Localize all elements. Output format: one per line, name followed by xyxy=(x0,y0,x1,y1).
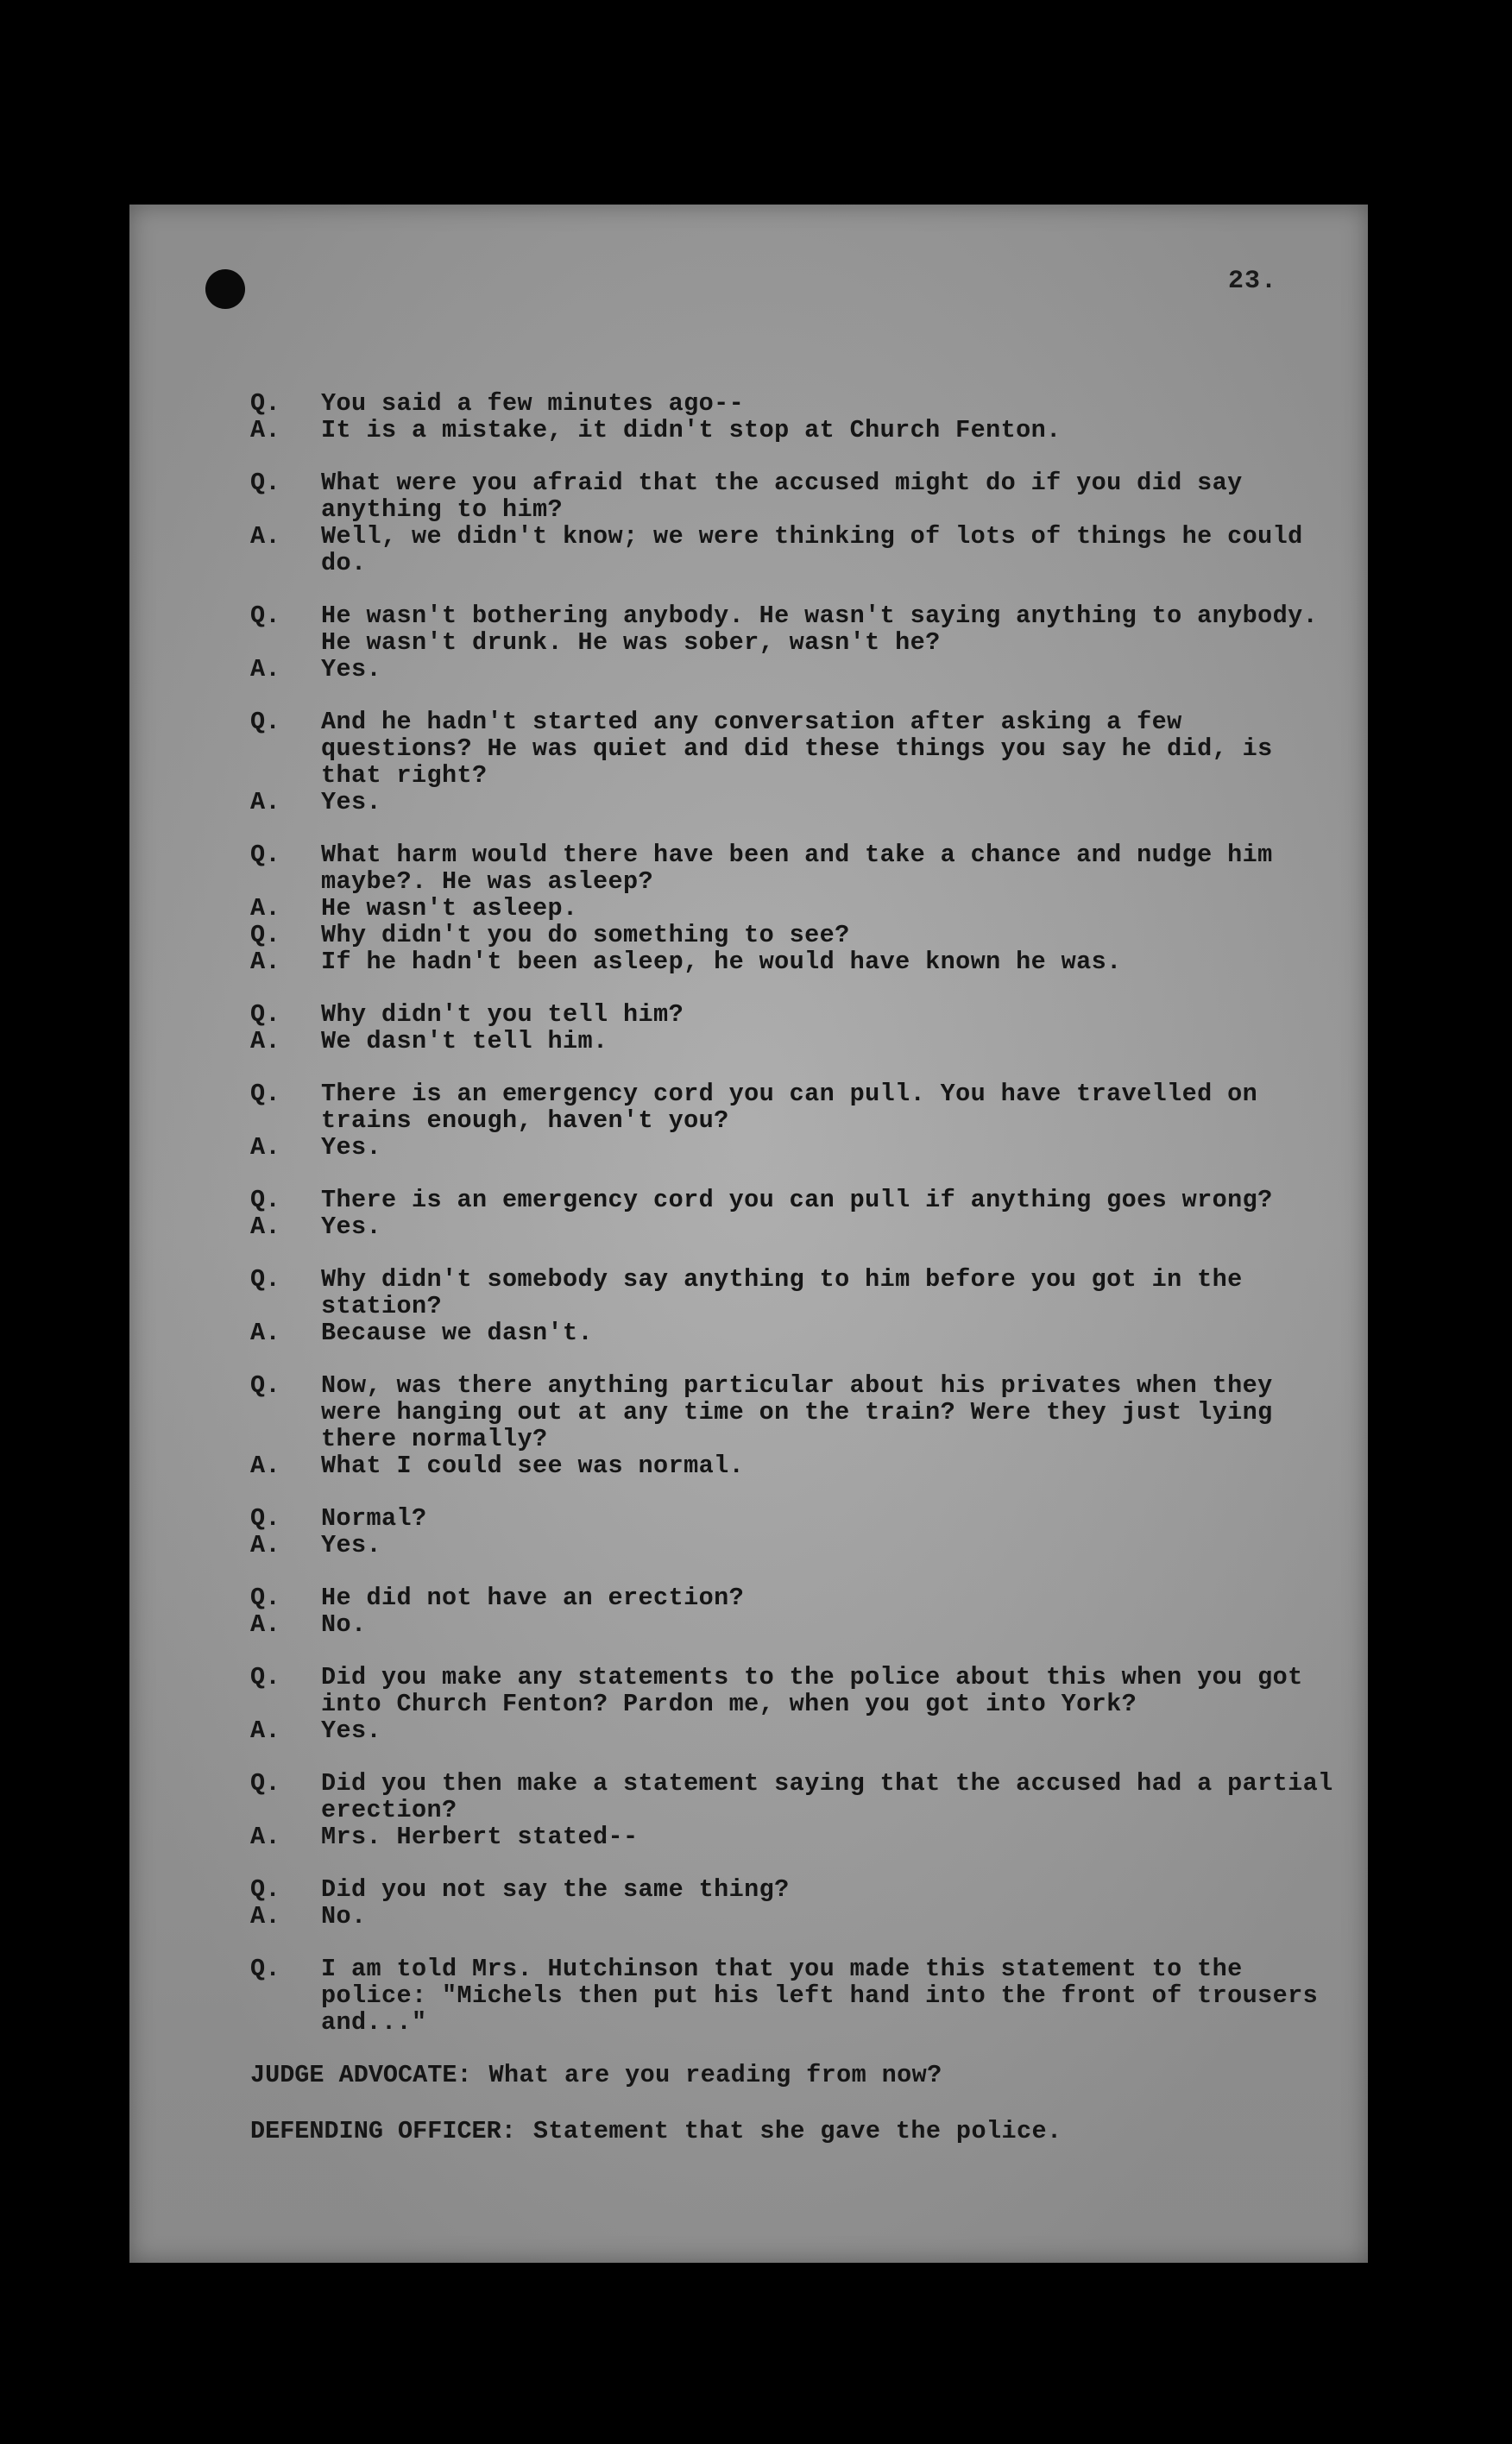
question-line xyxy=(250,1584,1346,1611)
utterance-text: No. xyxy=(321,1902,367,1931)
court-remark xyxy=(250,2118,1346,2145)
speaker-label: Q. xyxy=(250,389,281,418)
utterance-text: Yes. xyxy=(321,655,382,683)
question-line xyxy=(250,1266,1346,1320)
utterance-text: Why didn't somebody say anything to him before you got in the station? xyxy=(321,1265,1243,1320)
answer-line xyxy=(250,523,1346,576)
answer-line xyxy=(250,1717,1346,1744)
speaker-label: A. xyxy=(250,948,281,976)
speaker-label: A. xyxy=(250,1610,281,1639)
answer-line xyxy=(250,1532,1346,1559)
speaker-label: A. xyxy=(250,1823,281,1851)
speaker-label: A. xyxy=(250,1531,281,1559)
speaker-label: Q. xyxy=(250,1000,281,1029)
speaker-label: A. xyxy=(250,1319,281,1347)
speaker-label: Q. xyxy=(250,1371,281,1400)
speaker-label: Q. xyxy=(250,1875,281,1904)
question-line xyxy=(250,1372,1346,1452)
question-line xyxy=(250,841,1346,895)
utterance-text: Well, we didn't know; we were thinking of lots of things he could do. xyxy=(321,522,1303,577)
speaker-label: Q. xyxy=(250,1186,281,1214)
qa-exchange xyxy=(250,709,1346,816)
answer-line xyxy=(250,656,1346,683)
qa-exchange xyxy=(250,1876,1346,1930)
answer-line xyxy=(250,1903,1346,1930)
speaker-label: A. xyxy=(250,1213,281,1241)
utterance-text: Yes. xyxy=(321,1213,382,1241)
answer-line xyxy=(250,417,1346,444)
utterance-text: What I could see was normal. xyxy=(321,1452,745,1480)
utterance-text: Yes. xyxy=(321,1133,382,1162)
court-remarks xyxy=(250,2062,1346,2145)
question-line xyxy=(250,922,1346,948)
qa-exchange xyxy=(250,1080,1346,1161)
utterance-text: There is an emergency cord you can pull if anything goes wrong? xyxy=(321,1186,1273,1214)
utterance-text: We dasn't tell him. xyxy=(321,1027,608,1055)
answer-line xyxy=(250,948,1346,975)
qa-exchanges xyxy=(250,390,1346,2036)
answer-line xyxy=(250,1320,1346,1346)
answer-line xyxy=(250,1134,1346,1161)
speaker-label: A. xyxy=(250,788,281,816)
speaker-label: Q. xyxy=(250,921,281,949)
speaker-label: A. xyxy=(250,1027,281,1055)
utterance-text: Did you not say the same thing? xyxy=(321,1875,790,1904)
qa-exchange xyxy=(250,1187,1346,1240)
speaker-label: Q. xyxy=(250,1080,281,1108)
court-role: DEFENDING OFFICER: xyxy=(250,2117,516,2145)
answer-line xyxy=(250,1028,1346,1055)
qa-exchange xyxy=(250,1372,1346,1479)
utterance-text: If he hadn't been asleep, he would have known he was. xyxy=(321,948,1122,976)
qa-exchange xyxy=(250,1505,1346,1559)
utterance-text: It is a mistake, it didn't stop at Church Fenton. xyxy=(321,416,1062,444)
utterance-text: He wasn't bothering anybody. He wasn't saying anything to anybody. He wasn't drunk. He was sober, wasn't he? xyxy=(321,602,1319,657)
page-number: 23. xyxy=(1227,267,1277,296)
answer-line xyxy=(250,1213,1346,1240)
speaker-label: A. xyxy=(250,1716,281,1745)
court-role: JUDGE ADVOCATE: xyxy=(250,2061,472,2089)
speaker-label: Q. xyxy=(250,1769,281,1798)
question-line xyxy=(250,469,1346,523)
question-line xyxy=(250,390,1346,417)
utterance-text: Yes. xyxy=(321,1716,382,1745)
utterance-text: Normal? xyxy=(321,1504,427,1533)
speaker-label: A. xyxy=(250,1133,281,1162)
answer-line xyxy=(250,789,1346,816)
question-line xyxy=(250,1080,1346,1134)
speaker-label: Q. xyxy=(250,1504,281,1533)
utterance-text: He wasn't asleep. xyxy=(321,894,578,923)
question-line xyxy=(250,1001,1346,1028)
punch-hole xyxy=(205,269,245,309)
qa-exchange xyxy=(250,1001,1346,1055)
qa-exchange xyxy=(250,1266,1346,1346)
utterance-text: Yes. xyxy=(321,1531,382,1559)
qa-exchange xyxy=(250,1664,1346,1744)
answer-line xyxy=(250,1452,1346,1479)
answer-line xyxy=(250,1611,1346,1638)
qa-exchange xyxy=(250,1584,1346,1638)
utterance-text: Why didn't you do something to see? xyxy=(321,921,850,949)
question-line xyxy=(250,1770,1346,1824)
speaker-label: A. xyxy=(250,522,281,551)
court-statement: Statement that she gave the police. xyxy=(532,2117,1062,2145)
utterance-text: What harm would there have been and take a chance and nudge him maybe?. He was asleep? xyxy=(321,841,1273,896)
utterance-text: Because we dasn't. xyxy=(321,1319,594,1347)
speaker-label: Q. xyxy=(250,841,281,869)
qa-exchange xyxy=(250,1956,1346,2036)
question-line xyxy=(250,1505,1346,1532)
utterance-text: There is an emergency cord you can pull. You have travelled on trains enough, haven't you? xyxy=(321,1080,1258,1135)
question-line xyxy=(250,1876,1346,1903)
qa-exchange xyxy=(250,469,1346,576)
utterance-text: Yes. xyxy=(321,788,382,816)
speaker-label: Q. xyxy=(250,1584,281,1612)
utterance-text: I am told Mrs. Hutchinson that you made this statement to the police: "Michels then put his left hand into the front of trousers and..." xyxy=(321,1955,1319,2037)
speaker-label: Q. xyxy=(250,469,281,497)
speaker-label: Q. xyxy=(250,602,281,630)
speaker-label: A. xyxy=(250,416,281,444)
speaker-label: Q. xyxy=(250,1955,281,1983)
speaker-label: A. xyxy=(250,894,281,923)
court-remark xyxy=(250,2062,1346,2088)
question-line xyxy=(250,1956,1346,2036)
qa-exchange xyxy=(250,602,1346,683)
speaker-label: A. xyxy=(250,1452,281,1480)
utterance-text: He did not have an erection? xyxy=(321,1584,745,1612)
speaker-label: A. xyxy=(250,655,281,683)
utterance-text: Why didn't you tell him? xyxy=(321,1000,684,1029)
question-line xyxy=(250,1187,1346,1213)
speaker-label: A. xyxy=(250,1902,281,1931)
utterance-text: Did you then make a statement saying that the accused had a partial erection? xyxy=(321,1769,1333,1824)
qa-exchange xyxy=(250,841,1346,975)
utterance-text: Mrs. Herbert stated-- xyxy=(321,1823,639,1851)
answer-line xyxy=(250,1824,1346,1850)
document-page xyxy=(129,205,1368,2263)
utterance-text: Now, was there anything particular about his privates when they were hanging out at any time on the train? Were they just lying there normally? xyxy=(321,1371,1273,1453)
utterance-text: You said a few minutes ago-- xyxy=(321,389,745,418)
qa-exchange xyxy=(250,390,1346,444)
utterance-text: Did you make any statements to the police about this when you got into Church Fenton? Pardon me, when you got into York? xyxy=(321,1663,1303,1718)
utterance-text: No. xyxy=(321,1610,367,1639)
question-line xyxy=(250,602,1346,656)
speaker-label: Q. xyxy=(250,708,281,736)
testimony-transcript xyxy=(250,390,1346,2174)
question-line xyxy=(250,1664,1346,1717)
speaker-label: Q. xyxy=(250,1663,281,1691)
question-line xyxy=(250,709,1346,789)
utterance-text: And he hadn't started any conversation after asking a few questions? He was quiet and did these things you say he did, is that right? xyxy=(321,708,1273,790)
speaker-label: Q. xyxy=(250,1265,281,1294)
utterance-text: What were you afraid that the accused might do if you did say anything to him? xyxy=(321,469,1243,524)
qa-exchange xyxy=(250,1770,1346,1850)
court-statement: What are you reading from now? xyxy=(488,2061,942,2089)
answer-line xyxy=(250,895,1346,922)
